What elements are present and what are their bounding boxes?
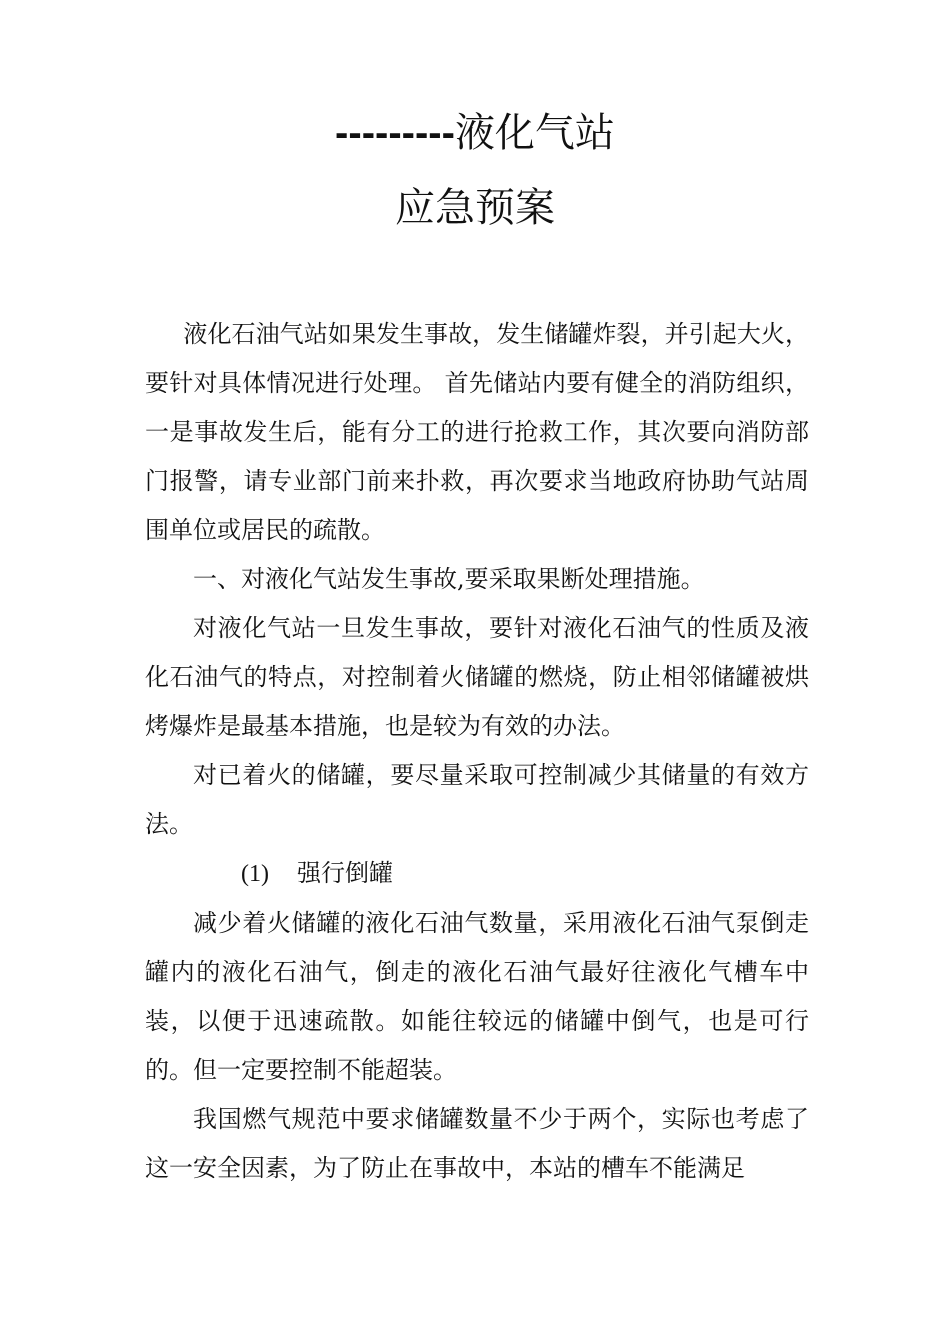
title-dashes: --------- — [335, 111, 455, 155]
section-heading-1: 一、对液化气站发生事故,要采取果断处理措施。 — [193, 565, 705, 593]
paragraph-measures: 对液化气站一旦发生事故，要针对液化石油气的性质及液化石油气的特点，对控制着火储罐的燃烧，防止相邻储罐被烘烤爆炸是最基本措施，也是较为有效的办法。 — [145, 614, 809, 740]
document-subtitle: 应急预案 — [395, 185, 555, 231]
list-item-1 — [145, 849, 809, 899]
paragraph-transfer: 减少着火储罐的液化石油气数量，采用液化石油气泵倒走罐内的液化石油气，倒走的液化石油气最好往液化气槽车中装，以便于迅速疏散。如能往较远的储罐中倒气，也是可行的。但一定要控制不能超装。 — [145, 909, 809, 1084]
paragraph-regulation: 我国燃气规范中要求储罐数量不少于两个，实际也考虑了这一安全因素，为了防止在事故中，本站的槽车不能满足 — [145, 1105, 809, 1182]
list-item-label: 强行倒罐 — [296, 859, 393, 887]
paragraph-intro: 液化石油气站如果发生事故，发生储罐炸裂，并引起大火，要针对具体情况进行处理。 首先储站内要有健全的消防组织，一是事故发生后，能有分工的进行抢救工作，其次要向消防部门报警，请专业部门前来扑救，再次要求当地政府协助气站周围单位或居民的疏散。 — [145, 320, 809, 544]
paragraph-reduce-storage: 对已着火的储罐，要尽量采取可控制减少其储量的有效方法。 — [145, 761, 809, 838]
list-item-number: (1) — [241, 861, 269, 887]
document-title — [0, 108, 950, 158]
document-body — [145, 310, 809, 1193]
title-main: 液化气站 — [454, 110, 615, 156]
